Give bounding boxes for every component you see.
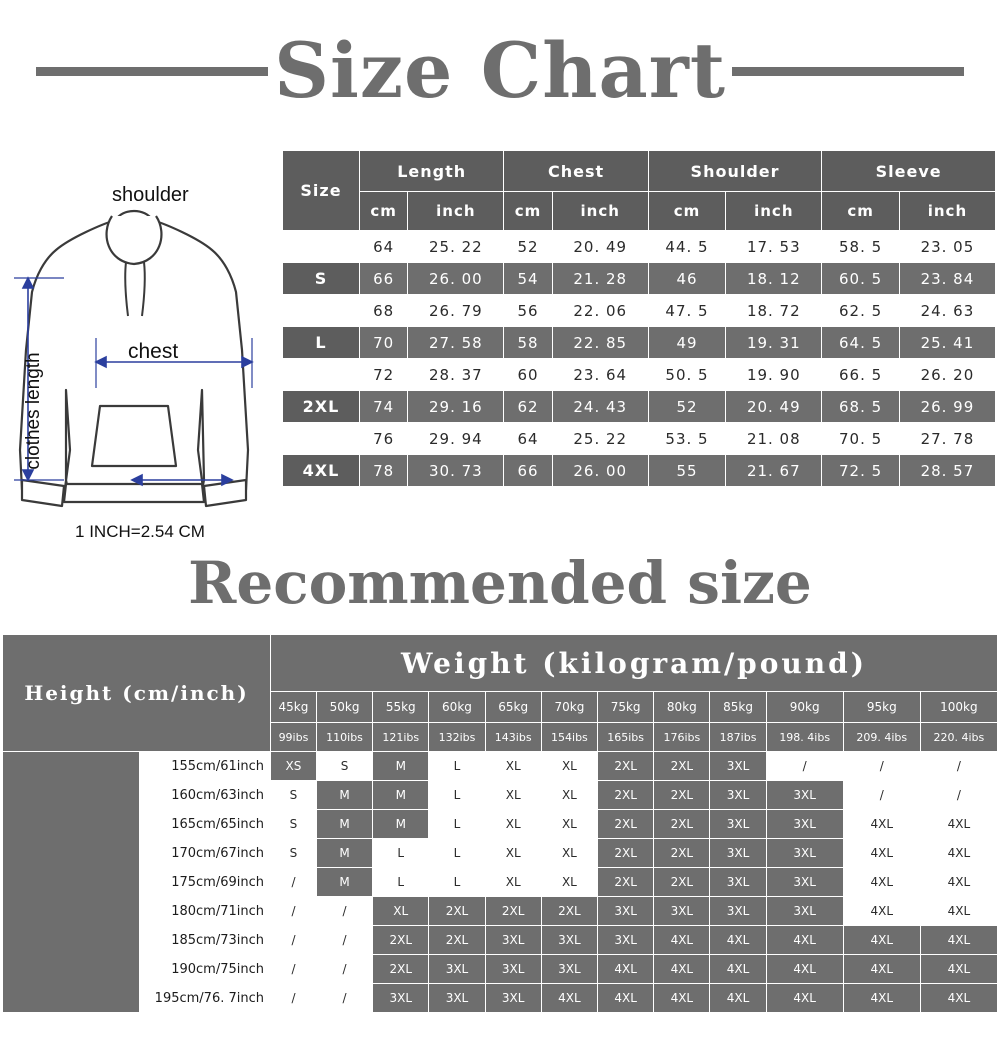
measure-cell: 78	[360, 455, 408, 487]
size-label: M	[283, 295, 360, 327]
table-row	[283, 391, 996, 423]
table-row	[3, 752, 998, 781]
measure-cell: 26. 79	[408, 295, 504, 327]
recommended-size-cell: 3XL	[710, 839, 766, 868]
measure-cell: 25. 41	[899, 327, 995, 359]
recommended-size-table	[2, 634, 998, 1013]
recommended-size-cell: 3XL	[766, 839, 843, 868]
recommended-size-cell: /	[271, 897, 317, 926]
recommended-size-cell: 2XL	[598, 868, 654, 897]
unit-chest-inch: inch	[552, 192, 648, 231]
unit-shoulder-inch: inch	[726, 192, 822, 231]
size-label: XS	[283, 231, 360, 263]
recommended-size-cell: L	[429, 810, 485, 839]
recommended-size-cell: XL	[485, 810, 541, 839]
table-row	[283, 423, 996, 455]
recommended-size-cell: M	[316, 868, 372, 897]
recommended-size-cell: 3XL	[485, 926, 541, 955]
measure-cell: 76	[360, 423, 408, 455]
recommended-size-cell: /	[843, 781, 920, 810]
measure-cell: 25. 22	[552, 423, 648, 455]
weight-ibs-cell: 154ibs	[541, 723, 597, 752]
measure-cell: 66. 5	[822, 359, 900, 391]
recommended-size-cell: XS	[271, 752, 317, 781]
recommended-size-cell: 4XL	[843, 810, 920, 839]
unit-sleeve-inch: inch	[899, 192, 995, 231]
weight-kg-cell: 60kg	[429, 692, 485, 723]
recommended-size-cell: XL	[485, 752, 541, 781]
recommended-size-cell: L	[429, 868, 485, 897]
size-label: 4XL	[283, 455, 360, 487]
size-label: L	[283, 327, 360, 359]
recommended-size-cell: 4XL	[843, 868, 920, 897]
size-label: S	[283, 263, 360, 295]
title-rule-left	[36, 67, 268, 76]
recommended-size-cell: 2XL	[598, 839, 654, 868]
size-table-header-groups	[283, 151, 996, 192]
unit-length-inch: inch	[408, 192, 504, 231]
measure-cell: 29. 94	[408, 423, 504, 455]
recommended-size-cell: 4XL	[843, 926, 920, 955]
recommended-size-cell: 4XL	[766, 984, 843, 1013]
weight-kg-cell: 95kg	[843, 692, 920, 723]
measure-cell: 46	[648, 263, 726, 295]
recommended-size-cell: 4XL	[920, 810, 997, 839]
recommended-size-cell: M	[373, 781, 429, 810]
header-sleeve: Sleeve	[822, 151, 996, 192]
measure-cell: 64. 5	[822, 327, 900, 359]
recommended-size-cell: 4XL	[920, 897, 997, 926]
measure-cell: 23. 64	[552, 359, 648, 391]
recommended-size-cell: 4XL	[710, 984, 766, 1013]
hoodie-diagram	[4, 150, 276, 550]
table-row	[3, 868, 998, 897]
recommended-size-cell: 3XL	[485, 984, 541, 1013]
measure-cell: 26. 20	[899, 359, 995, 391]
recommended-size-cell: 4XL	[920, 868, 997, 897]
measure-cell: 24. 63	[899, 295, 995, 327]
height-axis-block	[3, 752, 140, 1013]
recommended-size-cell: 4XL	[843, 897, 920, 926]
recommended-size-cell: 2XL	[485, 897, 541, 926]
recommended-size-cell: 2XL	[654, 781, 710, 810]
measure-cell: 60	[504, 359, 552, 391]
page-title: Size Chart	[274, 26, 726, 115]
weight-kg-cell: 85kg	[710, 692, 766, 723]
recommended-size-cell: 4XL	[598, 984, 654, 1013]
recommended-size-cell: 4XL	[654, 984, 710, 1013]
weight-ibs-cell: 187ibs	[710, 723, 766, 752]
recommended-size-cell: /	[271, 868, 317, 897]
measure-cell: 60. 5	[822, 263, 900, 295]
recommended-size-cell: L	[429, 781, 485, 810]
weight-ibs-cell: 198. 4ibs	[766, 723, 843, 752]
table-row	[283, 455, 996, 487]
unit-chest-cm: cm	[504, 192, 552, 231]
recommended-size-cell: XL	[485, 868, 541, 897]
measure-cell: 29. 16	[408, 391, 504, 423]
recommended-size-cell: XL	[485, 839, 541, 868]
height-label: 165cm/65inch	[140, 810, 271, 839]
recommended-size-cell: /	[316, 955, 372, 984]
recommend-header-row	[3, 635, 998, 692]
weight-ibs-cell: 209. 4ibs	[843, 723, 920, 752]
table-row	[3, 781, 998, 810]
weight-kg-cell: 70kg	[541, 692, 597, 723]
measure-cell: 62	[504, 391, 552, 423]
recommended-size-cell: 2XL	[654, 868, 710, 897]
recommended-size-cell: 3XL	[541, 926, 597, 955]
height-label: 195cm/76. 7inch	[140, 984, 271, 1013]
table-row	[283, 231, 996, 263]
height-label: 180cm/71inch	[140, 897, 271, 926]
measure-cell: 30. 73	[408, 455, 504, 487]
measure-cell: 21. 08	[726, 423, 822, 455]
recommended-size-cell: M	[373, 810, 429, 839]
recommended-size-cell: L	[373, 839, 429, 868]
measure-cell: 28. 57	[899, 455, 995, 487]
weight-ibs-cell: 143ibs	[485, 723, 541, 752]
measure-cell: 66	[360, 263, 408, 295]
chest-label: chest	[128, 340, 179, 363]
measure-cell: 52	[504, 231, 552, 263]
measure-cell: 28. 37	[408, 359, 504, 391]
table-row	[3, 897, 998, 926]
measure-cell: 72	[360, 359, 408, 391]
recommended-size-cell: 4XL	[541, 984, 597, 1013]
recommended-size-cell: 4XL	[920, 839, 997, 868]
size-label: 3XL	[283, 423, 360, 455]
measure-cell: 58. 5	[822, 231, 900, 263]
recommended-size-cell: XL	[485, 781, 541, 810]
title-rule-right	[732, 67, 964, 76]
weight-ibs-cell: 121ibs	[373, 723, 429, 752]
recommended-size-cell: 2XL	[654, 810, 710, 839]
recommended-size-cell: 4XL	[920, 984, 997, 1013]
recommended-size-cell: 2XL	[598, 781, 654, 810]
weight-kg-cell: 55kg	[373, 692, 429, 723]
measure-cell: 27. 78	[899, 423, 995, 455]
recommended-size-cell: 4XL	[843, 955, 920, 984]
measure-cell: 72. 5	[822, 455, 900, 487]
recommended-size-cell: /	[920, 752, 997, 781]
recommended-size-cell: S	[316, 752, 372, 781]
table-row	[283, 263, 996, 295]
weight-kg-cell: 90kg	[766, 692, 843, 723]
recommended-size-cell: 3XL	[373, 984, 429, 1013]
height-label: 160cm/63inch	[140, 781, 271, 810]
shoulder-label: shoulder	[112, 184, 189, 206]
recommended-size-cell: 4XL	[654, 926, 710, 955]
recommended-size-cell: 4XL	[843, 839, 920, 868]
measure-cell: 22. 85	[552, 327, 648, 359]
weight-ibs-cell: 132ibs	[429, 723, 485, 752]
recommended-size-cell: 4XL	[710, 955, 766, 984]
recommended-size-cell: XL	[541, 868, 597, 897]
recommended-size-cell: /	[920, 781, 997, 810]
measure-cell: 62. 5	[822, 295, 900, 327]
recommended-size-cell: 3XL	[710, 897, 766, 926]
recommended-size-cell: XL	[541, 810, 597, 839]
size-chart-table	[282, 150, 996, 487]
header-size: Size	[283, 151, 360, 231]
weight-ibs-cell: 110ibs	[316, 723, 372, 752]
measure-cell: 64	[360, 231, 408, 263]
table-row	[3, 984, 998, 1013]
recommended-size-cell: /	[271, 984, 317, 1013]
measure-cell: 58	[504, 327, 552, 359]
clothes-length-label: clothes length	[23, 352, 44, 470]
measure-cell: 18. 72	[726, 295, 822, 327]
measure-cell: 55	[648, 455, 726, 487]
recommended-size-cell: 3XL	[541, 955, 597, 984]
recommended-size-cell: 4XL	[920, 926, 997, 955]
measure-cell: 19. 90	[726, 359, 822, 391]
recommended-size-cell: /	[316, 926, 372, 955]
recommended-size-cell: L	[373, 868, 429, 897]
recommended-size-cell: S	[271, 781, 317, 810]
height-label: 190cm/75inch	[140, 955, 271, 984]
recommended-size-cell: 2XL	[598, 752, 654, 781]
measure-cell: 27. 58	[408, 327, 504, 359]
recommended-size-cell: 3XL	[429, 955, 485, 984]
recommended-size-cell: 3XL	[710, 868, 766, 897]
recommended-size-cell: 3XL	[710, 810, 766, 839]
recommended-size-cell: 2XL	[373, 926, 429, 955]
measure-cell: 24. 43	[552, 391, 648, 423]
recommended-size-cell: /	[271, 955, 317, 984]
recommended-size-cell: 3XL	[710, 781, 766, 810]
measure-cell: 64	[504, 423, 552, 455]
recommended-size-cell: 3XL	[485, 955, 541, 984]
measure-cell: 70	[360, 327, 408, 359]
recommended-size-cell: 4XL	[920, 955, 997, 984]
weight-kg-cell: 100kg	[920, 692, 997, 723]
recommended-size-cell: 3XL	[598, 897, 654, 926]
recommended-size-cell: XL	[541, 839, 597, 868]
recommended-size-cell: 3XL	[766, 868, 843, 897]
measure-cell: 19. 31	[726, 327, 822, 359]
measure-cell: 68. 5	[822, 391, 900, 423]
unit-sleeve-cm: cm	[822, 192, 900, 231]
recommended-size-cell: /	[316, 897, 372, 926]
weight-ibs-cell: 220. 4ibs	[920, 723, 997, 752]
weight-header: Weight (kilogram/pound)	[271, 635, 998, 692]
size-table-header-units	[283, 192, 996, 231]
measure-cell: 26. 00	[408, 263, 504, 295]
height-label: 170cm/67inch	[140, 839, 271, 868]
header-shoulder: Shoulder	[648, 151, 822, 192]
recommended-size-cell: 4XL	[766, 926, 843, 955]
measure-cell: 26. 99	[899, 391, 995, 423]
recommended-size-cell: XL	[373, 897, 429, 926]
measure-cell: 44. 5	[648, 231, 726, 263]
measure-cell: 20. 49	[726, 391, 822, 423]
weight-ibs-cell: 165ibs	[598, 723, 654, 752]
weight-ibs-cell: 176ibs	[654, 723, 710, 752]
recommended-size-cell: 3XL	[429, 984, 485, 1013]
table-row	[283, 359, 996, 391]
recommended-size-cell: 3XL	[598, 926, 654, 955]
measure-cell: 18. 12	[726, 263, 822, 295]
measure-cell: 74	[360, 391, 408, 423]
measure-cell: 54	[504, 263, 552, 295]
recommended-size-cell: XL	[541, 752, 597, 781]
measure-cell: 49	[648, 327, 726, 359]
recommended-size-cell: /	[766, 752, 843, 781]
height-label: 175cm/69inch	[140, 868, 271, 897]
recommended-size-cell: 4XL	[710, 926, 766, 955]
recommended-size-cell: 4XL	[598, 955, 654, 984]
recommended-size-cell: 2XL	[429, 897, 485, 926]
recommended-size-cell: 3XL	[766, 810, 843, 839]
recommended-size-cell: 3XL	[654, 897, 710, 926]
recommended-size-cell: S	[271, 810, 317, 839]
weight-kg-cell: 65kg	[485, 692, 541, 723]
table-row	[283, 327, 996, 359]
recommended-size-cell: M	[316, 839, 372, 868]
recommended-size-cell: /	[316, 984, 372, 1013]
size-label: 2XL	[283, 391, 360, 423]
measure-cell: 68	[360, 295, 408, 327]
weight-kg-cell: 75kg	[598, 692, 654, 723]
table-row	[3, 839, 998, 868]
recommended-size-cell: XL	[541, 781, 597, 810]
recommended-size-cell: 2XL	[654, 752, 710, 781]
table-row	[283, 295, 996, 327]
measure-cell: 26. 00	[552, 455, 648, 487]
recommended-size-cell: 2XL	[654, 839, 710, 868]
recommended-size-cell: 3XL	[766, 781, 843, 810]
measure-cell: 20. 49	[552, 231, 648, 263]
measure-cell: 56	[504, 295, 552, 327]
measure-cell: 21. 67	[726, 455, 822, 487]
recommended-size-cell: /	[843, 752, 920, 781]
recommended-size-cell: M	[316, 781, 372, 810]
recommended-size-cell: 4XL	[766, 955, 843, 984]
table-row	[3, 810, 998, 839]
size-label: XL	[283, 359, 360, 391]
height-header: Height (cm/inch)	[3, 635, 271, 752]
page-title-row	[0, 26, 1000, 116]
measure-cell: 21. 28	[552, 263, 648, 295]
recommended-size-cell: 2XL	[373, 955, 429, 984]
table-row	[3, 955, 998, 984]
measure-cell: 23. 05	[899, 231, 995, 263]
recommended-size-cell: 2XL	[541, 897, 597, 926]
recommended-size-cell: 4XL	[654, 955, 710, 984]
recommended-size-cell: 2XL	[598, 810, 654, 839]
measure-cell: 66	[504, 455, 552, 487]
weight-kg-cell: 50kg	[316, 692, 372, 723]
header-chest: Chest	[504, 151, 648, 192]
measure-cell: 25. 22	[408, 231, 504, 263]
measure-cell: 50. 5	[648, 359, 726, 391]
measure-cell: 22. 06	[552, 295, 648, 327]
recommended-size-cell: L	[429, 752, 485, 781]
recommended-size-cell: /	[271, 926, 317, 955]
height-label: 185cm/73inch	[140, 926, 271, 955]
unit-length-cm: cm	[360, 192, 408, 231]
weight-kg-cell: 80kg	[654, 692, 710, 723]
measure-cell: 47. 5	[648, 295, 726, 327]
measure-cell: 53. 5	[648, 423, 726, 455]
measure-cell: 23. 84	[899, 263, 995, 295]
weight-kg-cell: 45kg	[271, 692, 317, 723]
unit-shoulder-cm: cm	[648, 192, 726, 231]
recommended-size-cell: 3XL	[766, 897, 843, 926]
recommended-size-cell: 4XL	[843, 984, 920, 1013]
measure-cell: 70. 5	[822, 423, 900, 455]
recommended-size-cell: 2XL	[429, 926, 485, 955]
measure-cell: 52	[648, 391, 726, 423]
recommended-size-cell: L	[429, 839, 485, 868]
recommended-size-cell: M	[373, 752, 429, 781]
recommended-size-cell: S	[271, 839, 317, 868]
weight-ibs-cell: 99ibs	[271, 723, 317, 752]
recommended-title: Recommended size	[188, 549, 812, 617]
measure-cell: 17. 53	[726, 231, 822, 263]
height-label: 155cm/61inch	[140, 752, 271, 781]
header-length: Length	[360, 151, 504, 192]
recommended-size-cell: M	[316, 810, 372, 839]
recommended-size-cell: 3XL	[710, 752, 766, 781]
inch-conversion-note: 1 INCH=2.54 CM	[75, 522, 205, 541]
table-row	[3, 926, 998, 955]
